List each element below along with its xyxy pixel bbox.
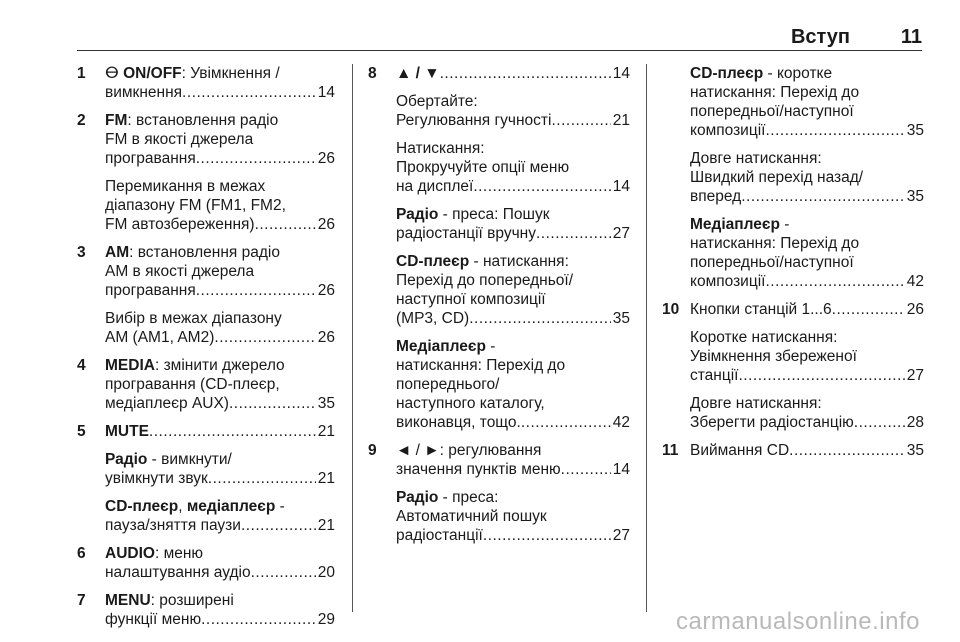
column-divider [352, 64, 353, 612]
entry-text: натискання: Перехід до [396, 357, 566, 374]
entry-number: 8 [368, 65, 377, 82]
page-ref[interactable]: 35 [612, 310, 630, 327]
entry-text: (MP3, CD) [396, 310, 470, 327]
entry-1-on-off [77, 64, 335, 102]
page-ref[interactable]: 35 [317, 395, 335, 412]
entry-text: - [275, 498, 285, 515]
entry-number: 1 [77, 65, 86, 82]
entry-text: радіостанції [396, 527, 483, 544]
entry-number: 9 [368, 442, 377, 459]
entry-8-radio [368, 205, 630, 243]
entry-text: - преса: Пошук [438, 206, 550, 223]
entry-text: : встановлення радіо [127, 112, 279, 129]
arrow-left-right-icon: ◄ / ►: регулювання [396, 442, 542, 459]
entry-text: налаштування аудіо [105, 564, 251, 581]
page-ref[interactable]: 35 [906, 122, 924, 139]
power-icon: ⴱ [105, 65, 119, 82]
entry-text: Довге натискання: [690, 395, 822, 412]
entry-text: Довге натискання: [690, 150, 822, 167]
entry-text: Швидкий перехід назад/ [690, 169, 864, 186]
entry-8-mediaplayer [368, 337, 630, 432]
entry-number: 6 [77, 545, 86, 562]
entry-9-radio [368, 488, 630, 545]
entry-text: Перемикання в межах [105, 178, 266, 195]
entry-text: значення пунктів меню [396, 461, 561, 478]
page-ref[interactable]: 26 [317, 282, 335, 299]
page-ref[interactable]: 26 [317, 216, 335, 233]
key-label: MUTE [105, 423, 149, 440]
entry-number: 3 [77, 244, 86, 261]
entry-2-fm-switch [77, 177, 335, 234]
entry-text: AM (AM1, AM2) [105, 329, 215, 346]
entry-9-left-right [368, 441, 630, 479]
entry-text: , [178, 498, 187, 515]
key-label: Медіаплеєр [690, 216, 780, 233]
arrow-up-down-icon: ▲ / ▼ [396, 65, 440, 82]
column-2 [368, 64, 630, 554]
entry-text: AM в якості джерела [105, 263, 255, 280]
key-label: Радіо [396, 489, 439, 506]
entry-text: - натискання: [469, 253, 569, 270]
entry-text: програвання [105, 150, 196, 167]
page-ref[interactable]: 35 [906, 442, 924, 459]
page-ref[interactable]: 21 [317, 517, 335, 534]
entry-8-press [368, 139, 630, 196]
entry-10-station-buttons [662, 300, 924, 319]
key-label: CD-плеєр [690, 65, 764, 82]
key-label: Радіо [105, 451, 148, 468]
page-ref[interactable]: 27 [906, 367, 924, 384]
page-header [0, 0, 960, 52]
key-label: MEDIA [105, 357, 155, 374]
column-divider [646, 64, 647, 612]
entry-3-am-select [77, 309, 335, 347]
entry-number: 4 [77, 357, 86, 374]
entry-text: попередньої/наступної [690, 103, 854, 120]
entry-text: Вибір в межах діапазону [105, 310, 282, 327]
entry-text: - [485, 338, 496, 355]
entry-text: : змінити джерело [154, 357, 285, 374]
page-ref[interactable]: 14 [317, 84, 335, 101]
page-ref[interactable]: 14 [612, 178, 630, 195]
page-ref[interactable]: 27 [612, 527, 630, 544]
entry-text: Натискання: [396, 140, 485, 157]
column-1 [77, 64, 335, 638]
entry-9-mediaplayer [662, 215, 924, 291]
entry-text: Перехід до попередньої/ [396, 272, 574, 289]
key-label: CD-плеєр [396, 253, 470, 270]
entry-text: увімкнути звук [105, 470, 208, 487]
entry-9-long-press [662, 149, 924, 206]
entry-11-eject [662, 441, 924, 460]
page-ref[interactable]: 26 [317, 150, 335, 167]
entry-text: : меню [154, 545, 204, 562]
key-label: FM [105, 112, 128, 129]
entry-text: програвання (CD-плеєр, [105, 376, 280, 393]
entry-text: Регулювання гучності [396, 112, 552, 129]
entry-text: Прокручуйте опції меню [396, 159, 570, 176]
entry-text: функції меню [105, 611, 202, 628]
page-ref[interactable]: 26 [906, 301, 924, 318]
page-ref[interactable]: 42 [612, 414, 630, 431]
entry-text: медіаплеєр AUX) [105, 395, 229, 412]
header-rule [77, 50, 922, 51]
entry-text: Зберегти радіостанцію [690, 414, 854, 431]
entry-text: радіостанції вручну [396, 225, 536, 242]
entry-text: Виймання CD [690, 442, 790, 459]
entry-text: натискання: Перехід до [690, 235, 860, 252]
key-label: CD-плеєр [105, 498, 179, 515]
entry-text: пауза/зняття паузи [105, 517, 241, 534]
page-number: 11 [900, 26, 922, 48]
page-ref[interactable]: 35 [906, 188, 924, 205]
entry-text: діапазону FM (FM1, FM2, [105, 197, 286, 214]
page-ref[interactable]: 21 [317, 423, 335, 440]
page-ref[interactable]: 42 [906, 273, 924, 290]
entry-8-cd [368, 252, 630, 328]
entry-text: композиції [690, 273, 766, 290]
entry-text: Обертайте: [396, 93, 478, 110]
entry-text: наступного каталогу, [396, 395, 545, 412]
entry-5-radio-mute [77, 450, 335, 488]
key-label: AUDIO [105, 545, 155, 562]
page-ref[interactable]: 21 [317, 470, 335, 487]
entry-8-rotate [368, 92, 630, 130]
entry-6-audio [77, 544, 335, 582]
entry-number: 5 [77, 423, 86, 440]
entry-text: Кнопки станцій 1...6 [690, 301, 832, 318]
entry-text: станції [690, 367, 739, 384]
entry-text: - вимкнути/ [147, 451, 232, 468]
entry-text: попередньої/наступної [690, 254, 854, 271]
entry-text: - коротке [763, 65, 833, 82]
entry-text: вперед [690, 188, 742, 205]
entry-4-media [77, 356, 335, 413]
entry-text: : розширені [150, 592, 234, 609]
entry-text: наступної композиції [396, 291, 546, 308]
entry-text: на дисплеї [396, 178, 474, 195]
entry-text: натискання: Перехід до [690, 84, 860, 101]
watermark: carmanualsonline.info [676, 608, 920, 635]
section-title: Вступ [790, 26, 850, 48]
entry-text: : встановлення радіо [129, 244, 280, 261]
page-ref[interactable]: 28 [906, 414, 924, 431]
entry-5-mute [77, 422, 335, 441]
entry-text: вимкнення [105, 84, 183, 101]
page-ref[interactable]: 21 [612, 112, 630, 129]
entry-10-short-press [662, 328, 924, 385]
key-label: ON/OFF [123, 65, 182, 82]
entry-5-cd-pause [77, 497, 335, 535]
entry-number: 7 [77, 592, 86, 609]
entry-text: програвання [105, 282, 196, 299]
entry-text: Автоматичний пошук [396, 508, 547, 525]
entry-number: 2 [77, 112, 86, 129]
page-ref[interactable]: 20 [317, 564, 335, 581]
page-ref[interactable]: 26 [317, 329, 335, 346]
entry-2-fm [77, 111, 335, 168]
page-ref[interactable]: 29 [317, 611, 335, 628]
key-label: медіаплеєр [186, 498, 276, 515]
entry-text: - [779, 216, 790, 233]
entry-text: Увімкнення збереженої [690, 348, 857, 365]
entry-text: : Увімкнення / [181, 65, 280, 82]
key-label: MENU [105, 592, 151, 609]
page-ref[interactable]: 27 [612, 225, 630, 242]
entry-10-long-press [662, 394, 924, 432]
entry-9-cd [662, 64, 924, 140]
key-label: AM [105, 244, 130, 261]
entry-8-arrows [368, 64, 630, 83]
entry-7-menu [77, 591, 335, 629]
column-3 [662, 64, 924, 469]
entry-3-am [77, 243, 335, 300]
page-ref[interactable]: 14 [612, 65, 630, 82]
entry-text: FM в якості джерела [105, 131, 254, 148]
key-label: Медіаплеєр [396, 338, 486, 355]
entry-text: FM автозбереження) [105, 216, 255, 233]
entry-number: 11 [662, 442, 679, 459]
entry-text: виконавця, тощо. [396, 414, 521, 431]
page-ref[interactable]: 14 [612, 461, 630, 478]
entry-number: 10 [662, 301, 680, 318]
entry-text: попереднього/ [396, 376, 500, 393]
key-label: Радіо [396, 206, 439, 223]
entry-text: - преса: [438, 489, 499, 506]
entry-text: Коротке натискання: [690, 329, 838, 346]
entry-text: композиції [690, 122, 766, 139]
